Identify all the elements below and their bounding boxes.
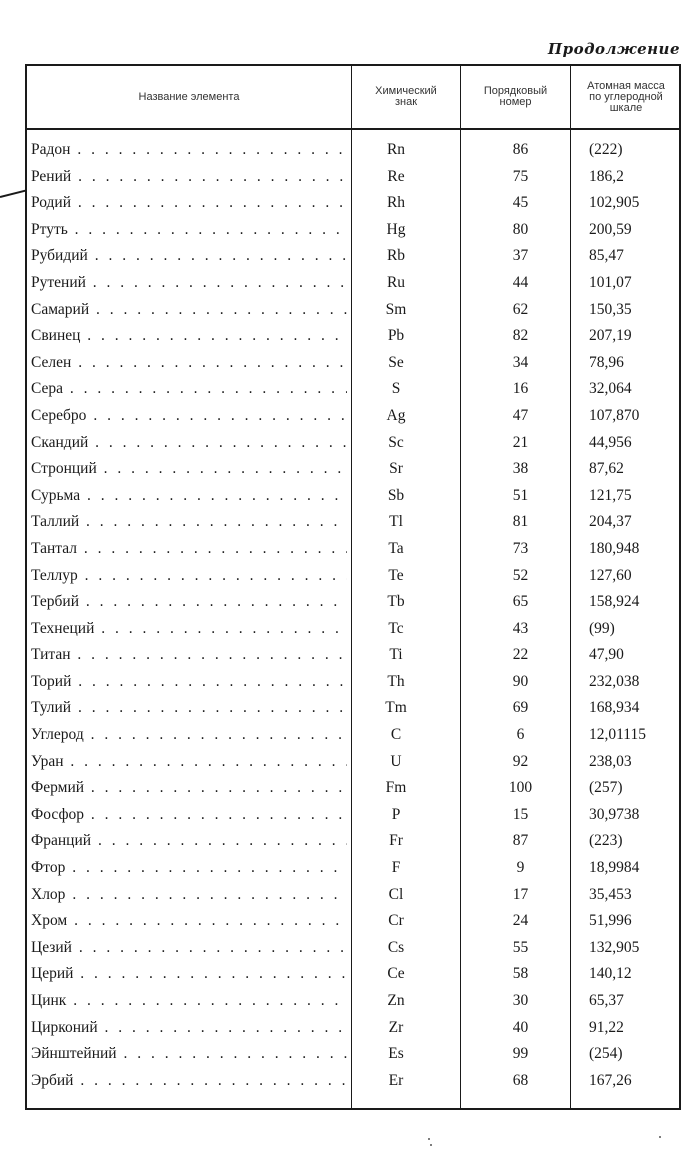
atomic-mass: 180,948 (589, 539, 640, 557)
atomic-number: 90 (512, 672, 529, 690)
element-name: Ртуть . . . (31, 221, 347, 239)
atomic-mass: 127,60 (589, 566, 632, 584)
table-row (27, 168, 679, 195)
chemical-symbol: Hg (386, 220, 406, 238)
element-name: Уран . . . (31, 753, 347, 771)
atomic-mass: 107,870 (589, 406, 640, 424)
chemical-symbol: Rh (386, 194, 406, 212)
header-atomic-number: Порядковый номер (483, 85, 548, 108)
atomic-number: 22 (512, 646, 529, 664)
table-row (27, 540, 679, 567)
atomic-mass: 167,26 (589, 1071, 632, 1089)
atomic-mass: 238,03 (589, 752, 632, 770)
chemical-symbol: Es (388, 1045, 404, 1063)
chemical-symbol: Ag (386, 406, 406, 424)
chemical-symbol: Tb (387, 593, 405, 611)
print-speck (428, 1138, 430, 1140)
table-row (27, 407, 679, 434)
table-row (27, 274, 679, 301)
element-name: Рутений . . . (31, 274, 347, 292)
element-name: Теллур . . . (31, 567, 347, 585)
chemical-symbol: Sc (388, 433, 404, 451)
table-row (27, 646, 679, 673)
atomic-number: 30 (512, 992, 529, 1009)
chemical-symbol: Tc (388, 619, 404, 637)
table-row (27, 380, 679, 407)
atomic-mass: (223) (589, 832, 623, 850)
print-speck (430, 1144, 432, 1146)
atomic-number: 34 (512, 353, 529, 371)
chemical-symbol: Sm (385, 300, 407, 318)
table-row (27, 141, 679, 168)
atomic-mass: 150,35 (589, 300, 632, 318)
print-speck (659, 1136, 661, 1138)
atomic-mass: 204,37 (589, 513, 632, 531)
chemical-symbol: Rb (386, 247, 406, 265)
atomic-number: 65 (512, 593, 529, 611)
atomic-mass: 35,453 (589, 885, 632, 903)
atomic-mass: 12,01115 (589, 726, 646, 744)
atomic-mass: 207,19 (589, 327, 632, 345)
element-name: Фермий . . . (31, 779, 347, 797)
atomic-mass: 168,934 (589, 699, 640, 717)
element-name: Цинк . . . (31, 992, 347, 1010)
table-row (27, 806, 679, 833)
atomic-mass: 232,038 (589, 672, 640, 690)
element-name: Скандий . . . (31, 434, 347, 452)
chemical-symbol: P (391, 805, 401, 823)
element-name: Церий . . . (31, 965, 347, 983)
element-name: Рений . . . (31, 168, 347, 186)
element-name: Торий . . . (31, 673, 347, 691)
atomic-number: 99 (512, 1045, 529, 1063)
table-row (27, 832, 679, 859)
atomic-number: 73 (512, 539, 529, 557)
atomic-mass: (99) (589, 619, 615, 637)
atomic-mass: 47,90 (589, 646, 624, 664)
chemical-symbol: Pb (387, 327, 405, 345)
chemical-symbol: Sr (389, 460, 403, 478)
table-row (27, 1019, 679, 1046)
chemical-symbol: U (390, 752, 402, 770)
table-row (27, 673, 679, 700)
atomic-number: 68 (512, 1071, 529, 1089)
chemical-symbol: C (390, 726, 402, 744)
element-name: Технеций . . . (31, 620, 347, 638)
table-row (27, 1072, 679, 1099)
header-divider (27, 128, 679, 130)
atomic-number: 9 (516, 859, 525, 877)
atomic-number: 38 (512, 460, 529, 478)
table-row (27, 912, 679, 939)
elements-table (25, 64, 681, 1110)
continuation-label: Продолжение (547, 40, 680, 58)
header-atomic-mass: Атомная масса по углеродной шкале (587, 79, 665, 114)
table-row (27, 939, 679, 966)
chemical-symbol: Sb (387, 486, 405, 504)
element-name: Родий . . . (31, 194, 347, 212)
atomic-number: 80 (512, 220, 529, 238)
element-name: Свинец . . . (31, 327, 347, 345)
chemical-symbol: Tl (389, 513, 403, 531)
atomic-number: 81 (512, 513, 529, 531)
element-name: Франций . . . (31, 832, 347, 850)
atomic-mass: 87,62 (589, 460, 624, 478)
atomic-number: 75 (512, 167, 529, 185)
chemical-symbol: Cr (388, 912, 404, 930)
table-row (27, 699, 679, 726)
table-row (27, 965, 679, 992)
element-name: Рубидий . . . (31, 247, 347, 265)
chemical-symbol: Fm (385, 779, 407, 797)
chemical-symbol: Rn (386, 141, 406, 158)
atomic-number: 86 (512, 141, 529, 158)
chemical-symbol: Ce (387, 965, 405, 983)
element-name: Хром . . . (31, 912, 347, 930)
chemical-symbol: Cs (387, 938, 405, 956)
atomic-number: 55 (512, 938, 529, 956)
element-name: Таллий . . . (31, 513, 347, 531)
table-row (27, 487, 679, 514)
element-name: Тулий . . . (31, 699, 347, 717)
chemical-symbol: Ti (389, 646, 403, 664)
element-name: Хлор . . . (31, 886, 347, 904)
atomic-mass: 158,924 (589, 593, 640, 611)
table-row (27, 886, 679, 913)
table-row (27, 327, 679, 354)
chemical-symbol: F (391, 859, 401, 877)
chemical-symbol: Tm (385, 699, 407, 717)
atomic-number: 6 (516, 726, 525, 744)
atomic-number: 45 (512, 194, 529, 212)
atomic-mass: 44,956 (589, 433, 632, 451)
chemical-symbol: Ta (388, 539, 404, 557)
table-body (27, 141, 679, 1098)
element-name: Эйнштейний . . . (31, 1045, 347, 1063)
chemical-symbol: Zr (388, 1018, 404, 1036)
element-name: Серебро . . . (31, 407, 347, 425)
table-row (27, 593, 679, 620)
atomic-mass: 51,996 (589, 912, 632, 930)
table-row (27, 779, 679, 806)
atomic-mass: 140,12 (589, 965, 632, 983)
atomic-mass: 30,9738 (589, 805, 640, 823)
element-name: Титан . . . (31, 646, 347, 664)
atomic-number: 62 (512, 300, 529, 318)
atomic-mass: (254) (589, 1045, 623, 1063)
atomic-number: 21 (512, 433, 529, 451)
atomic-number: 58 (512, 965, 529, 983)
chemical-symbol: Ru (386, 273, 406, 291)
table-row (27, 434, 679, 461)
element-name: Сера . . . (31, 380, 347, 398)
table-row (27, 567, 679, 594)
atomic-mass: (257) (589, 779, 623, 797)
atomic-number: 40 (512, 1018, 529, 1036)
element-name: Эрбий . . . (31, 1072, 347, 1090)
element-name: Тантал . . . (31, 540, 347, 558)
atomic-number: 87 (512, 832, 529, 850)
element-name: Углерод . . . (31, 726, 347, 744)
atomic-mass: 85,47 (589, 247, 624, 265)
chemical-symbol: Cl (388, 885, 404, 903)
element-name: Самарий . . . (31, 301, 347, 319)
atomic-mass: 91,22 (589, 1018, 624, 1036)
atomic-number: 24 (512, 912, 529, 930)
table-row (27, 620, 679, 647)
atomic-number: 69 (512, 699, 529, 717)
element-name: Тербий . . . (31, 593, 347, 611)
table-row (27, 247, 679, 274)
atomic-number: 82 (512, 327, 529, 345)
table-row (27, 992, 679, 1019)
table-row (27, 460, 679, 487)
table-row (27, 859, 679, 886)
chemical-symbol: Er (388, 1071, 404, 1089)
atomic-mass: 200,59 (589, 220, 632, 238)
atomic-number: 16 (512, 380, 529, 398)
table-row (27, 354, 679, 381)
element-name: Селен . . . (31, 354, 347, 372)
atomic-mass: 132,905 (589, 938, 640, 956)
table-row (27, 753, 679, 780)
atomic-number: 47 (512, 406, 529, 424)
element-name: Фосфор . . . (31, 806, 347, 824)
chemical-symbol: Se (388, 353, 404, 371)
atomic-number: 43 (512, 619, 529, 637)
element-name: Стронций . . . (31, 460, 347, 478)
table-row (27, 194, 679, 221)
chemical-symbol: S (391, 380, 401, 398)
atomic-mass: (222) (589, 141, 623, 158)
atomic-mass: 101,07 (589, 273, 632, 291)
atomic-mass: 102,905 (589, 194, 640, 212)
table-row (27, 513, 679, 540)
atomic-mass: 78,96 (589, 353, 624, 371)
atomic-number: 15 (512, 805, 529, 823)
atomic-mass: 186,2 (589, 167, 624, 185)
table-row (27, 726, 679, 753)
chemical-symbol: Re (387, 167, 405, 185)
element-name: Цирконий . . . (31, 1019, 347, 1037)
header-element-name: Название элемента (138, 90, 240, 103)
atomic-mass: 32,064 (589, 380, 632, 398)
element-name: Цезий . . . (31, 939, 347, 957)
atomic-number: 51 (512, 486, 529, 504)
header-chemical-symbol: Химический знак (375, 85, 437, 108)
atomic-mass: 18,9984 (589, 859, 640, 877)
atomic-mass: 65,37 (589, 992, 624, 1009)
chemical-symbol: Fr (389, 832, 403, 850)
table-row (27, 1045, 679, 1072)
chemical-symbol: Zn (387, 992, 405, 1009)
atomic-number: 100 (508, 779, 533, 797)
element-name: Фтор . . . (31, 859, 347, 877)
chemical-symbol: Th (387, 672, 405, 690)
chemical-symbol: Te (388, 566, 404, 584)
atomic-number: 44 (512, 273, 529, 291)
table-row (27, 301, 679, 328)
element-name: Сурьма . . . (31, 487, 347, 505)
atomic-mass: 121,75 (589, 486, 632, 504)
atomic-number: 52 (512, 566, 529, 584)
atomic-number: 17 (512, 885, 529, 903)
margin-pen-mark (0, 190, 25, 198)
atomic-number: 92 (512, 752, 529, 770)
element-name: Радон . . . (31, 141, 347, 159)
atomic-number: 37 (512, 247, 529, 265)
table-row (27, 221, 679, 248)
